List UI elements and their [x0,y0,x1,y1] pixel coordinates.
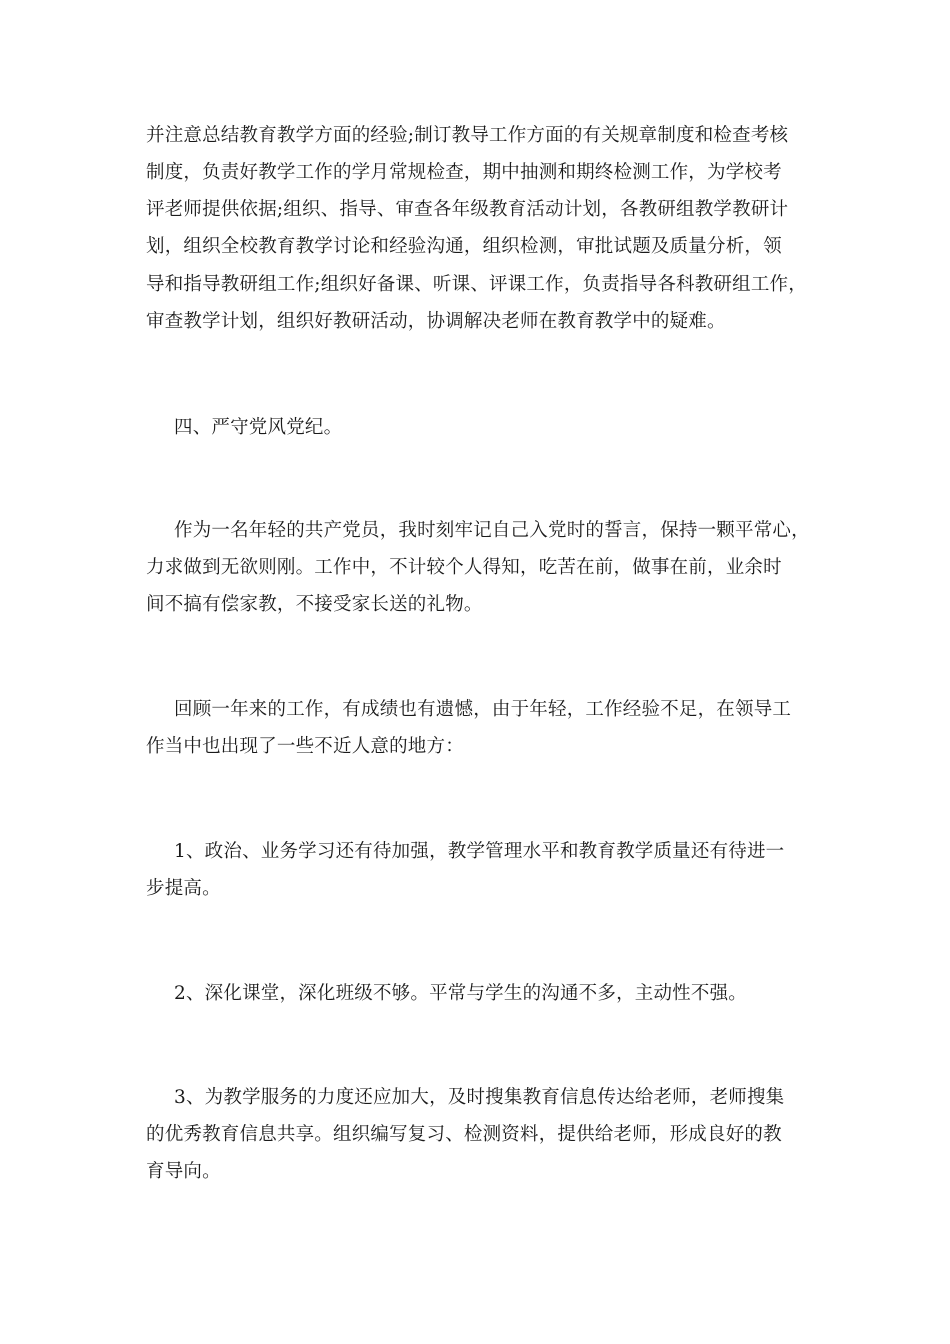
paragraph-line: 审查教学计划，组织好教研活动，协调解决老师在教育教学中的疑难。 [146,311,726,332]
paragraph-line: 3、为教学服务的力度还应加大，及时搜集教育信息传达给老师，老师搜集 [174,1087,785,1108]
paragraph-line: 评老师提供依据;组织、指导、审查各年级教育活动计划，各教研组教学教研计 [146,199,789,220]
section-heading: 四、严守党风党纪。 [174,417,343,438]
paragraph-line: 回顾一年来的工作，有成绩也有遗憾，由于年轻，工作经验不足，在领导工 [174,699,792,720]
paragraph-line: 力求做到无欲则刚。工作中，不计较个人得知，吃苦在前，做事在前，业余时 [146,557,782,578]
paragraph-line: 导和指导教研组工作;组织好备课、听课、评课工作，负责指导各科教研组工作， [146,274,807,295]
paragraph-line: 作当中也出现了一些不近人意的地方： [146,736,464,757]
paragraph-line: 划，组织全校教育教学讨论和经验沟通，组织检测，审批试题及质量分析，领 [146,236,782,257]
paragraph-line: 的优秀教育信息共享。组织编写复习、检测资料，提供给老师，形成良好的教 [146,1124,782,1145]
paragraph-line: 并注意总结教育教学方面的经验;制订教导工作方面的有关规章制度和检查考核 [146,125,789,146]
paragraph-line: 步提高。 [146,878,221,899]
paragraph-line: 育导向。 [146,1161,221,1182]
paragraph-line: 作为一名年轻的共产党员，我时刻牢记自己入党时的誓言，保持一颗平常心， [174,520,810,541]
paragraph-line: 制度，负责好教学工作的学月常规检查，期中抽测和期终检测工作，为学校考 [146,162,782,183]
paragraph-line: 1、政治、业务学习还有待加强，教学管理水平和教育教学质量还有待进一 [174,841,785,862]
paragraph-line: 间不搞有偿家教，不接受家长送的礼物。 [146,594,483,615]
paragraph-line: 2、深化课堂，深化班级不够。平常与学生的沟通不多，主动性不强。 [174,983,747,1004]
